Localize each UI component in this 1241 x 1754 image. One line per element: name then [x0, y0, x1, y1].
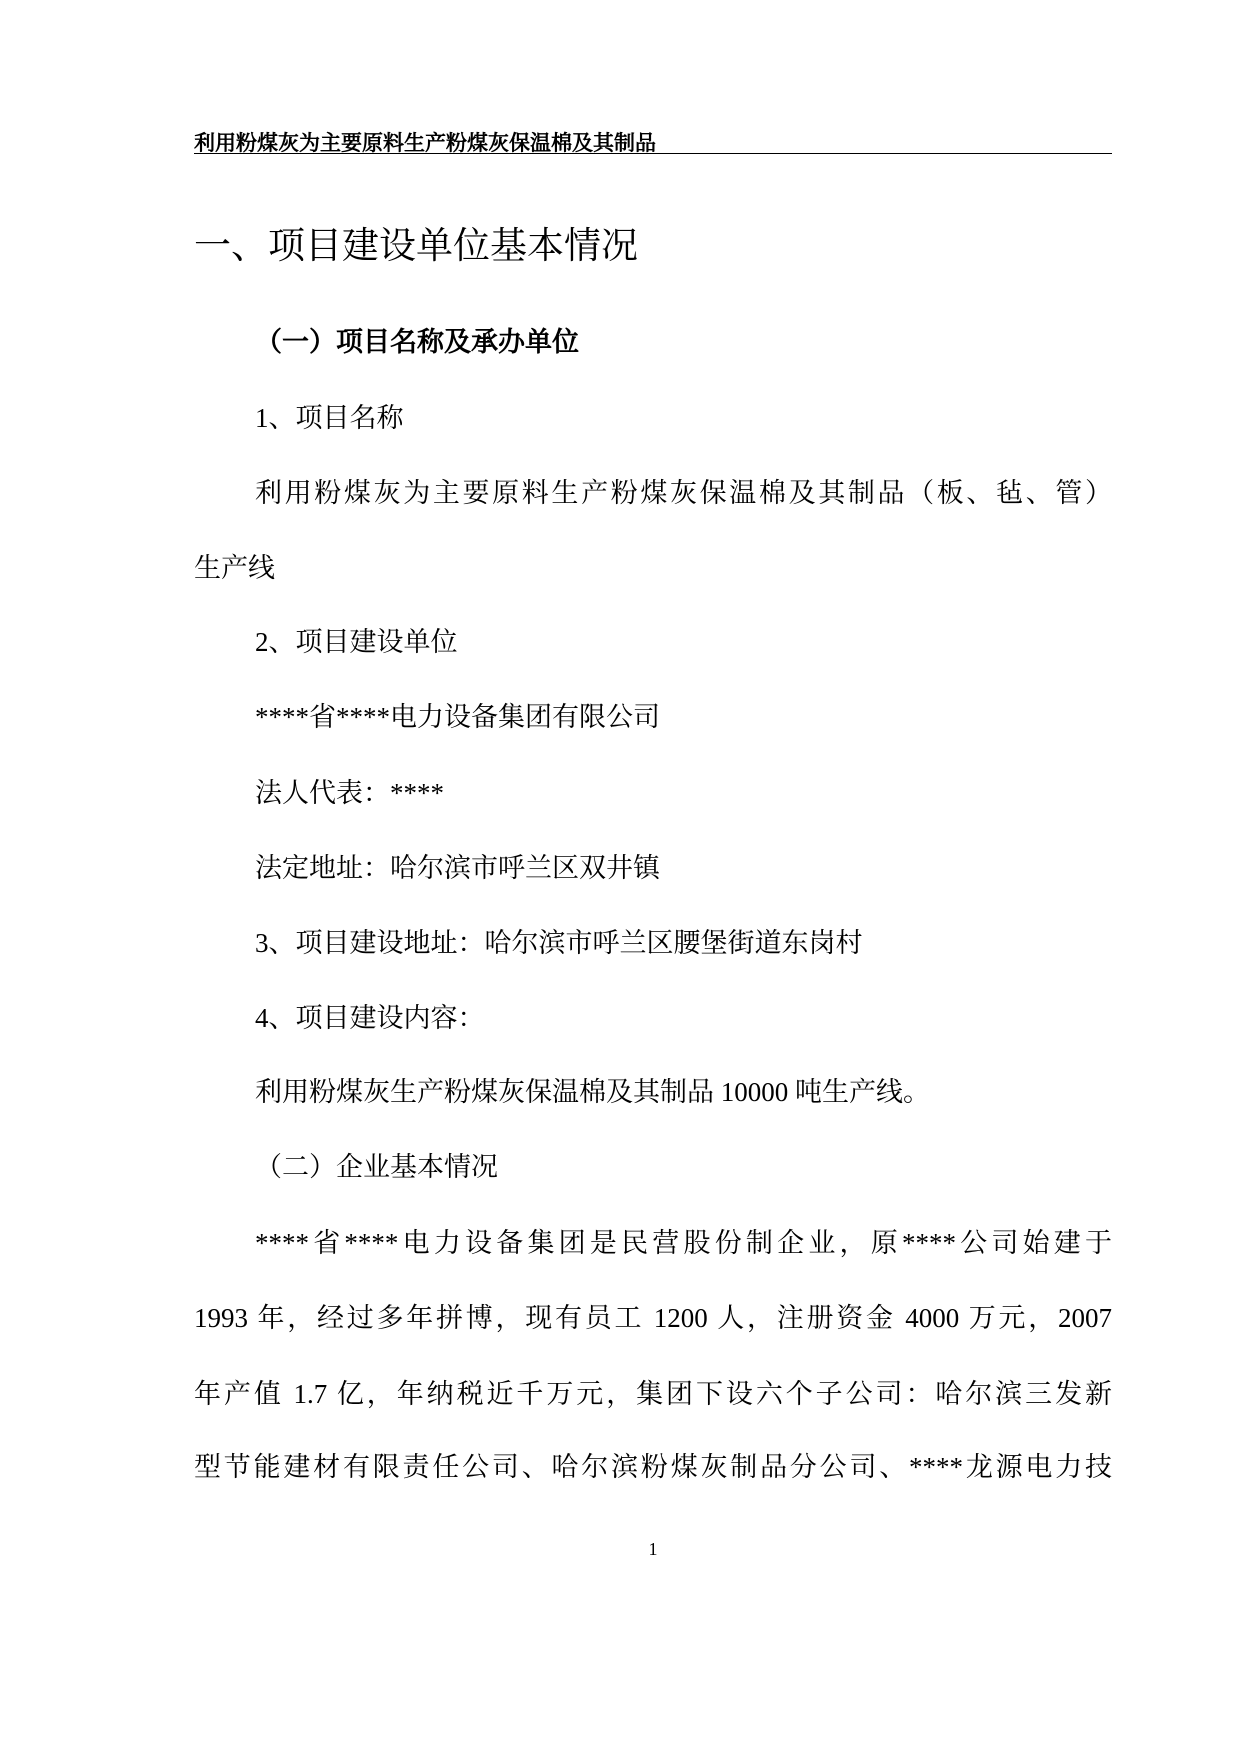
construction-content: 利用粉煤灰生产粉煤灰保温棉及其制品 10000 吨生产线。: [255, 1077, 930, 1107]
item-3-site-address: 3、项目建设地址：哈尔滨市呼兰区腰堡街道东岗村: [255, 928, 863, 958]
project-name-line-1: 利用粉煤灰为主要原料生产粉煤灰保温棉及其制品（板、毡、管）: [255, 478, 1112, 508]
page-number: 1: [648, 1539, 658, 1559]
legal-representative: 法人代表：****: [255, 778, 444, 808]
section-1-title: （一）项目名称及承办单位: [255, 327, 579, 357]
paragraph-line: ****省****电力设备集团是民营股份制企业，原****公司始建于: [255, 1228, 1112, 1258]
item-4-label: 4、项目建设内容：: [255, 1003, 485, 1033]
paragraph-line: 年产值 1.7 亿，年纳税近千万元，集团下设六个子公司：哈尔滨三发新: [194, 1379, 1112, 1409]
section-2-title: （二）企业基本情况: [255, 1152, 498, 1182]
legal-address: 法定地址：哈尔滨市呼兰区双井镇: [255, 853, 660, 883]
paragraph-line: 1993 年，经过多年拼博，现有员工 1200 人，注册资金 4000 万元，2007: [194, 1303, 1112, 1333]
running-header: 利用粉煤灰为主要原料生产粉煤灰保温棉及其制品: [194, 131, 656, 155]
item-1-label: 1、项目名称: [255, 403, 404, 433]
project-name-line-2: 生产线: [194, 553, 275, 583]
paragraph-line: 型节能建材有限责任公司、哈尔滨粉煤灰制品分公司、****龙源电力技: [194, 1452, 1112, 1482]
item-2-label: 2、项目建设单位: [255, 627, 458, 657]
header-rule: [194, 153, 1112, 154]
chapter-title: 一、项目建设单位基本情况: [194, 224, 638, 267]
company-name: ****省****电力设备集团有限公司: [255, 702, 660, 732]
